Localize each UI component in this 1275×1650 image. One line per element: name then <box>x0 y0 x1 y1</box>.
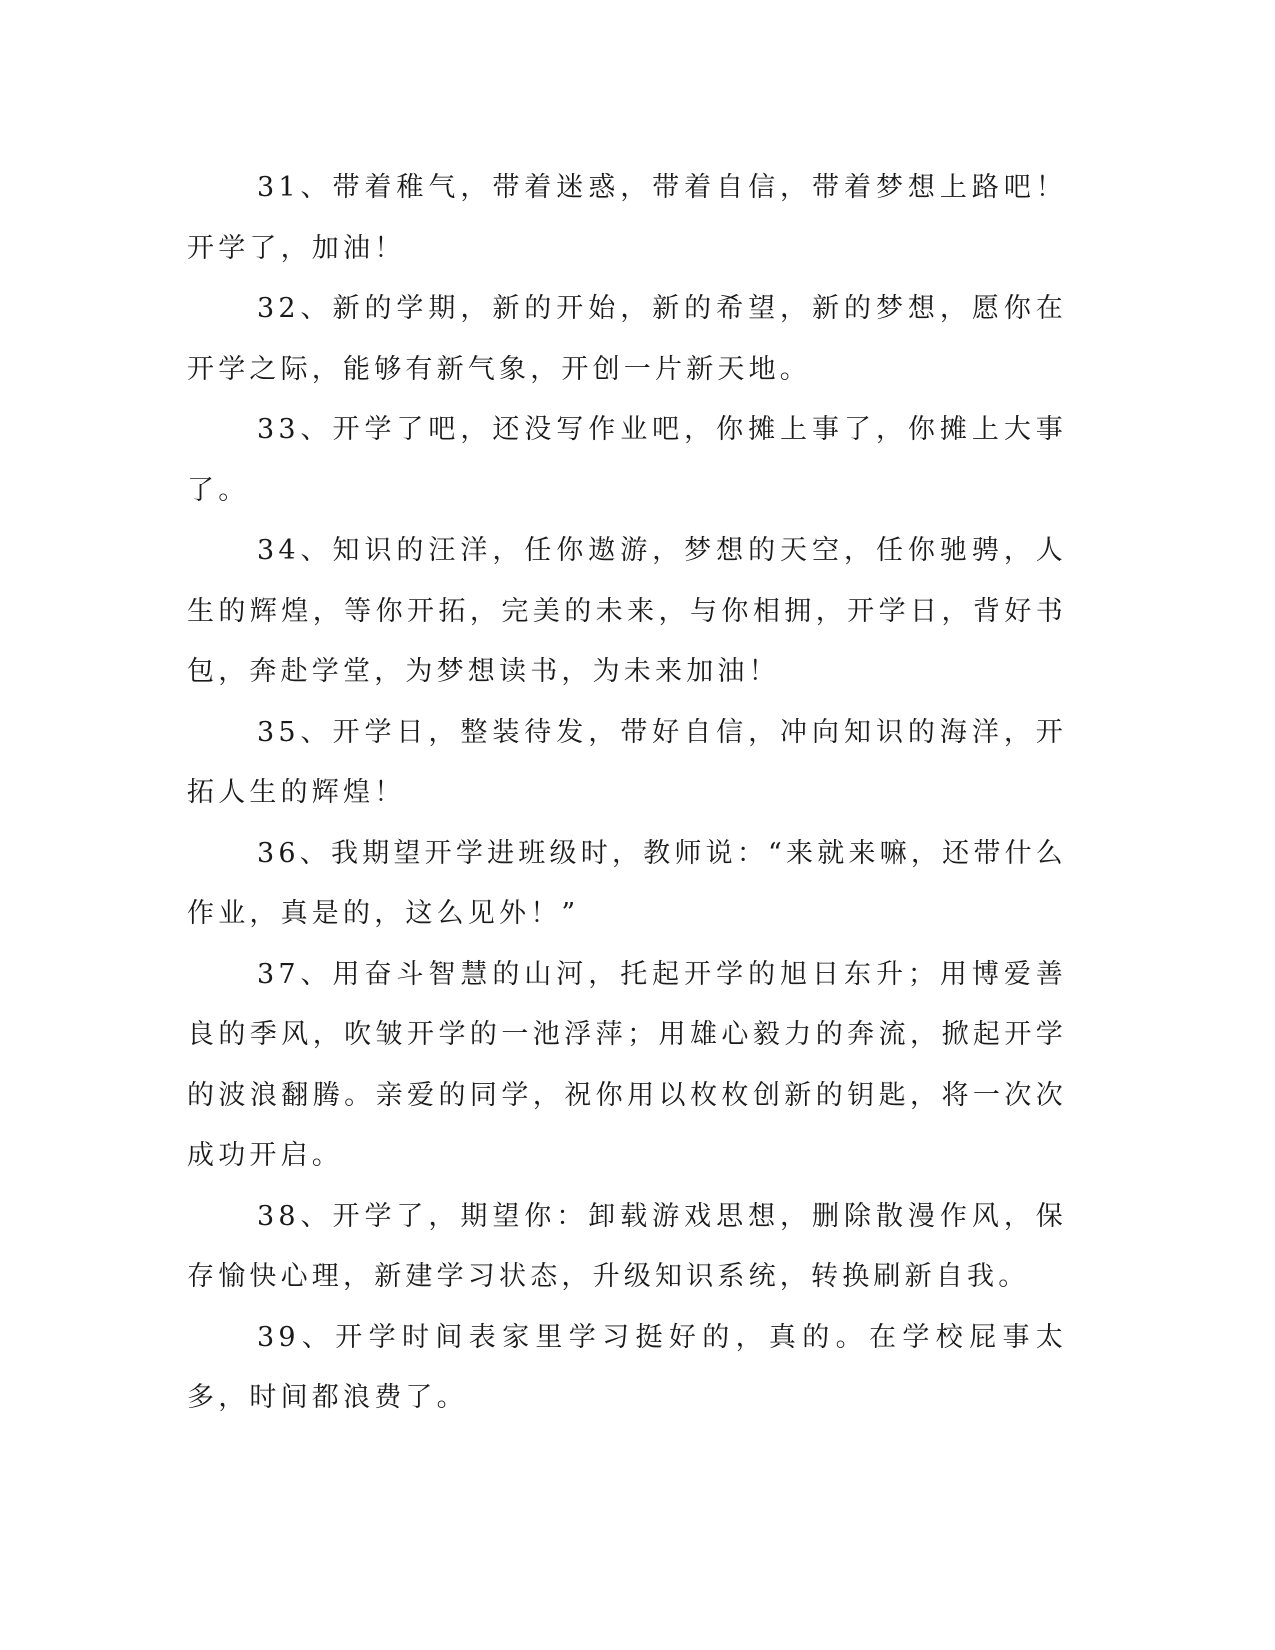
paragraph-34: 34、知识的汪洋，任你遨游，梦想的天空，任你驰骋，人生的辉煌，等你开拓，完美的未来，与你相拥，开学日，背好书包，奔赴学堂，为梦想读书，为未来加油！ <box>187 535 1067 687</box>
paragraph-36: 36、我期望开学进班级时，教师说：“来就来嘛，还带什么作业，真是的，这么见外！” <box>187 837 1067 929</box>
document-body <box>187 158 1067 1429</box>
paragraph-39: 39、开学时间表家里学习挺好的，真的。在学校屁事太多，时间都浪费了。 <box>187 1321 1067 1413</box>
paragraph-37: 37、用奋斗智慧的山河，托起开学的旭日东升；用博爱善良的季风，吹皱开学的一池浮萍；用雄心毅力的奔流，掀起开学的波浪翻腾。亲爱的同学，祝你用以枚枚创新的钥匙，将一次次成功开启。 <box>187 958 1067 1171</box>
paragraph-35: 35、开学日，整装待发，带好自信，冲向知识的海洋，开拓人生的辉煌！ <box>187 716 1067 808</box>
paragraph-38: 38、开学了，期望你：卸载游戏思想，删除散漫作风，保存愉快心理，新建学习状态，升级知识系统，转换刷新自我。 <box>187 1200 1067 1292</box>
paragraph-33: 33、开学了吧，还没写作业吧，你摊上事了，你摊上大事了。 <box>187 414 1067 506</box>
paragraph-32: 32、新的学期，新的开始，新的希望，新的梦想，愿你在开学之际，能够有新气象，开创一片新天地。 <box>187 293 1067 385</box>
paragraph-31: 31、带着稚气，带着迷惑，带着自信，带着梦想上路吧！开学了，加油！ <box>187 172 1067 264</box>
